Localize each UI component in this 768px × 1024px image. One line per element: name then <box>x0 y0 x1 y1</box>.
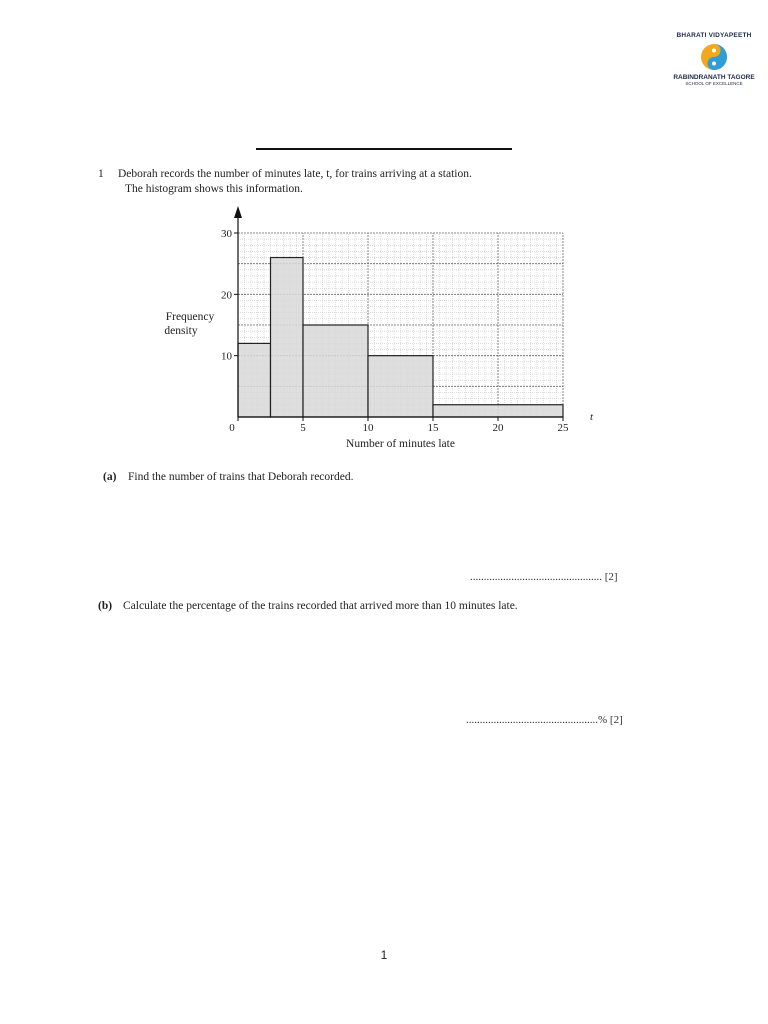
histogram-bar <box>368 356 433 417</box>
histogram-bar <box>238 343 271 417</box>
part-a-label: (a) <box>103 471 117 483</box>
yin-yang-emblem-icon <box>699 42 729 72</box>
x-tick-label: 20 <box>492 422 504 434</box>
y-axis-label-line-2: density <box>164 325 198 337</box>
y-tick-label: 30 <box>221 228 232 240</box>
histogram-chart <box>150 200 610 460</box>
y-tick-label: 10 <box>221 350 232 363</box>
part-a-answer-line[interactable]: ................................................ [2] <box>470 571 618 583</box>
x-tick-label: 15 <box>427 422 439 434</box>
logo-tagline: SCHOOL OF EXCELLENCE <box>685 81 743 86</box>
part-b-label: (b) <box>98 600 113 612</box>
part-b-text: Calculate the percentage of the trains recorded that arrived more than 10 minutes late. <box>123 600 518 612</box>
question-number: 1 <box>98 168 104 180</box>
question-line-2: The histogram shows this information. <box>125 183 303 195</box>
x-tick-label: 10 <box>362 422 374 434</box>
x-axis-label: Number of minutes late <box>346 438 455 450</box>
x-axis-variable: t <box>590 411 594 423</box>
histogram-bar <box>433 405 563 417</box>
histogram-bar <box>303 325 368 417</box>
x-tick-label: 5 <box>300 422 306 434</box>
page-number: 1 <box>380 948 388 962</box>
logo-name-top: BHARATI VIDYAPEETH <box>676 32 752 39</box>
school-logo <box>664 32 764 86</box>
y-axis-label-line-1: Frequency <box>165 311 215 323</box>
x-tick-label: 25 <box>557 422 569 434</box>
histogram-bar <box>271 258 304 417</box>
x-tick-label: 0 <box>229 422 235 434</box>
y-axis-arrow-icon <box>234 206 242 218</box>
part-a-text: Find the number of trains that Deborah recorded. <box>128 471 354 483</box>
y-tick-label: 20 <box>221 289 232 302</box>
logo-name-bottom: RABINDRANATH TAGORE <box>673 74 755 81</box>
header-rule <box>256 148 512 150</box>
question-line-1: Deborah records the number of minutes late, t, for trains arriving at a station. <box>118 168 472 180</box>
part-b-answer-line[interactable]: ................................................% [2] <box>466 714 623 726</box>
